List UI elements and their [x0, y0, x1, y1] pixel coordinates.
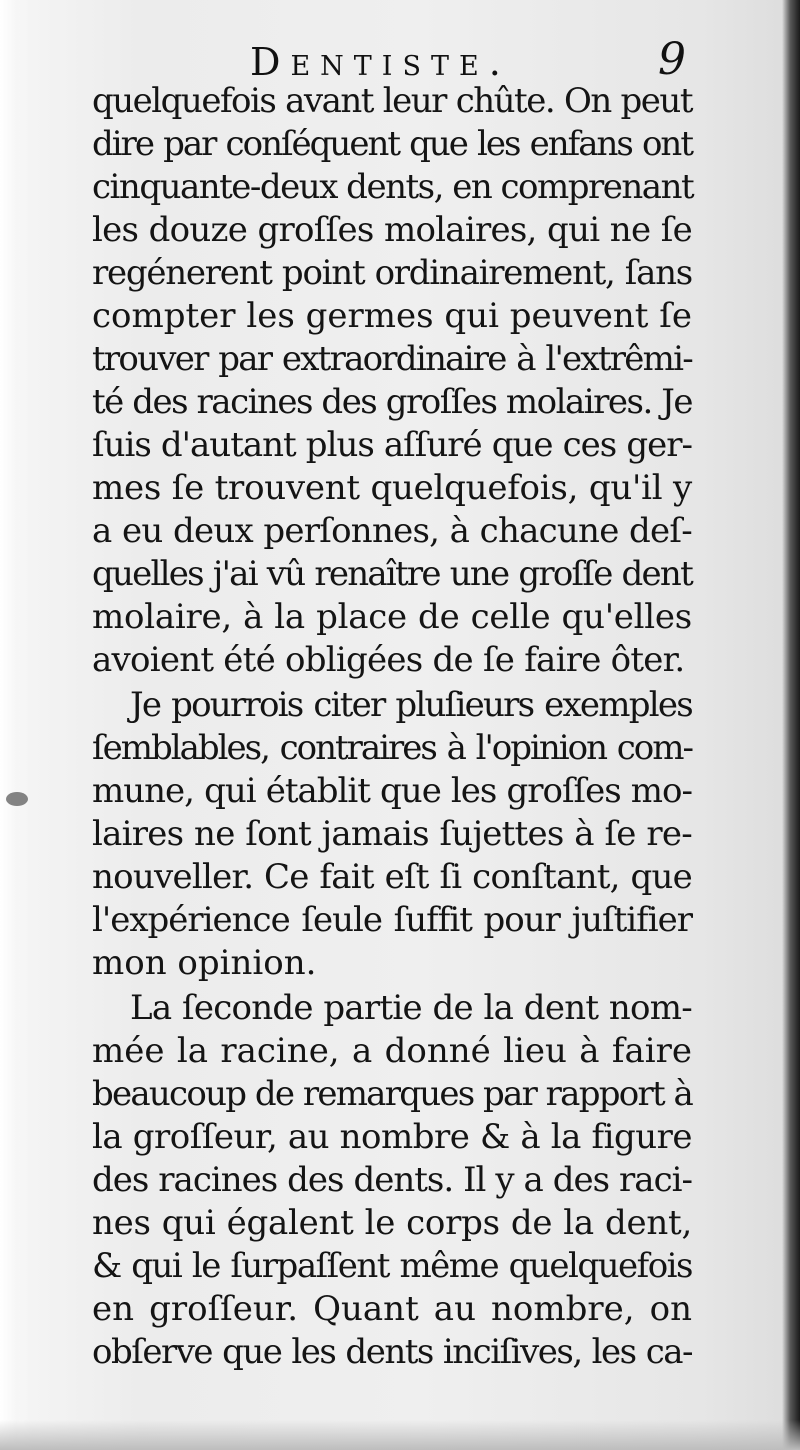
text-line: nes qui égalent le corps de la dent,: [92, 1203, 692, 1243]
page-gutter-shadow: [782, 0, 800, 1450]
text-line: ſemblables, contraires à l'opinion com-: [92, 728, 692, 768]
page-bottom-shadow: [0, 1420, 800, 1450]
body-text: [92, 80, 692, 1374]
text-line: avoient été obligées de ſe faire ôter.: [92, 640, 685, 680]
text-line: & qui le ſurpaſſent même quelquefois: [92, 1246, 692, 1286]
text-line: té des racines des groſſes molaires. Je: [92, 382, 692, 422]
text-line: mée la racine, a donné lieu à faire: [92, 1031, 692, 1071]
text-line: regénerent point ordinairement, ſans: [92, 253, 692, 293]
ink-smudge: [6, 792, 28, 806]
text-line: quelquefois avant leur chûte. On peut: [92, 81, 692, 121]
text-line: nouveller. Ce fait eſt ſi conſtant, que: [92, 857, 692, 897]
page-number: 9: [658, 34, 686, 85]
text-line: obſerve que les dents inciſives, les ca-: [92, 1332, 692, 1372]
text-line: Je pourrois citer pluſieurs exemples: [130, 685, 692, 725]
text-line: dire par conſéquent que les enfans ont: [92, 124, 692, 164]
text-line: cinquante-deux dents, en comprenant: [92, 167, 694, 207]
text-line: des racines des dents. Il y a des raci-: [92, 1160, 692, 1200]
text-line: en groſſeur. Quant au nombre, on: [92, 1289, 692, 1329]
text-line: laires ne ſont jamais ſujettes à ſe re-: [92, 814, 692, 854]
text-line: beaucoup de remarques par rapport à: [92, 1074, 692, 1114]
text-line: les douze groſſes molaires, qui ne ſe: [92, 210, 692, 250]
text-line: compter les germes qui peuvent ſe: [92, 296, 692, 336]
text-line: mune, qui établit que les groſſes mo-: [92, 771, 692, 811]
text-line: quelles j'ai vû renaître une groſſe dent: [92, 554, 692, 594]
text-line: a eu deux perſonnes, à chacune deſ-: [92, 511, 692, 551]
text-line: trouver par extraordinaire à l'extrêmi-: [92, 339, 692, 379]
text-line: l'expérience ſeule ſuffit pour juſtifier: [92, 900, 692, 940]
page-left-edge: [0, 0, 28, 1450]
text-line: mes ſe trouvent quelquefois, qu'il y: [92, 468, 692, 508]
text-line: molaire, à la place de celle qu'elles: [92, 597, 692, 637]
text-line: La ſeconde partie de la dent nom-: [130, 988, 692, 1028]
text-line: la groſſeur, au nombre & à la figure: [92, 1117, 692, 1157]
text-line: ſuis d'autant plus aſſuré que ces ger-: [92, 425, 692, 465]
running-title: Dentiste.: [250, 40, 511, 84]
text-line: mon opinion.: [92, 943, 317, 983]
